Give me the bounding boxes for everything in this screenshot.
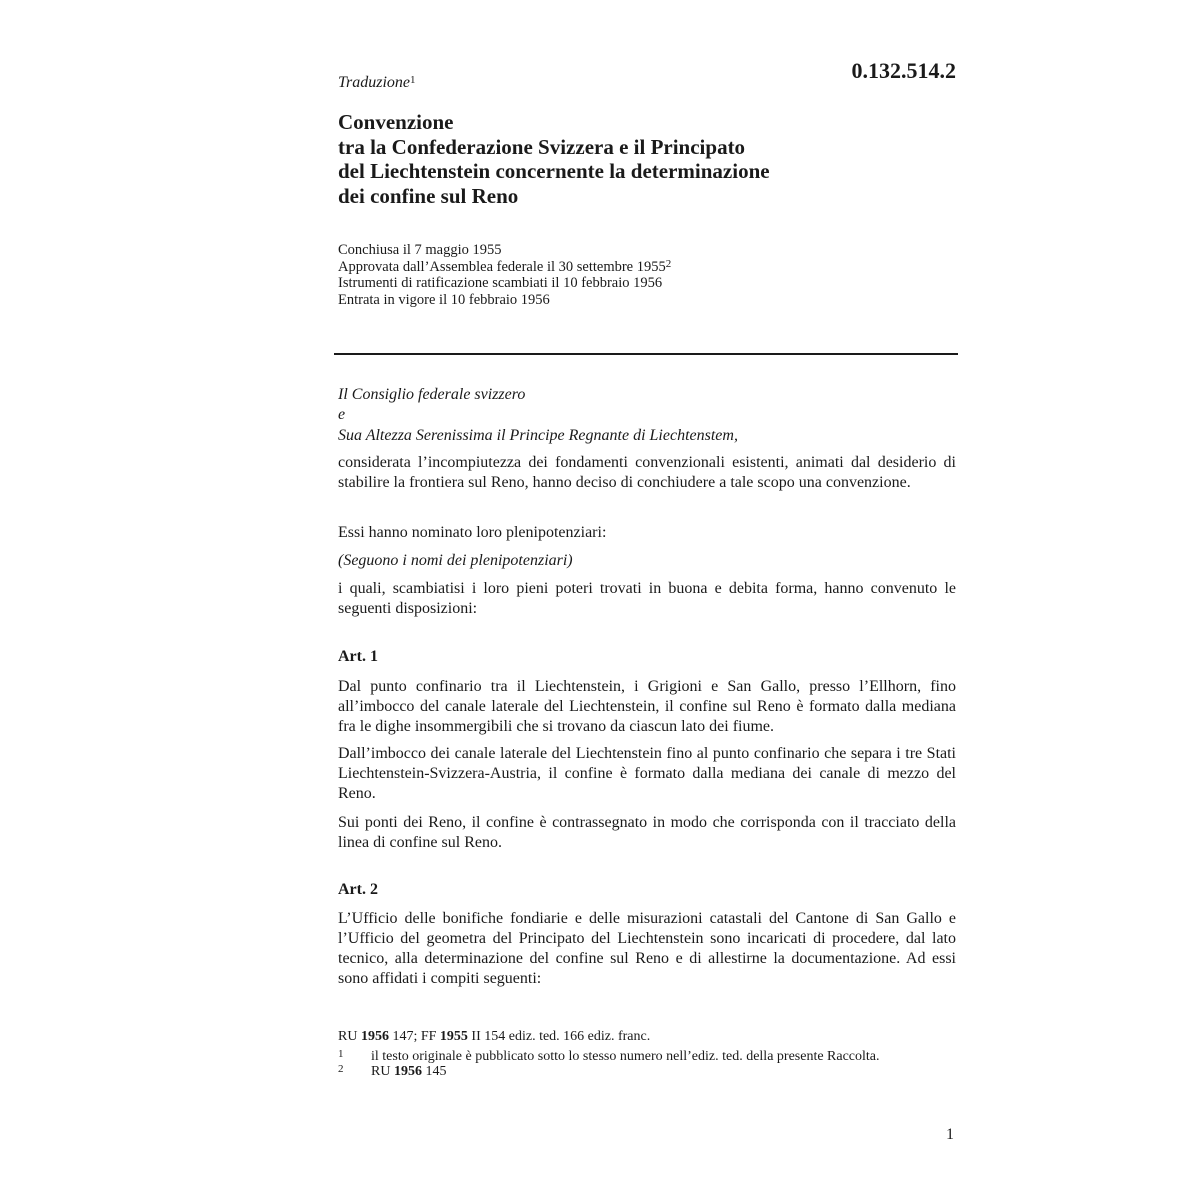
source-ff-rest: II 154 ediz. ted. 166 ediz. franc. (471, 1029, 651, 1044)
preamble-conjunction: e (338, 406, 346, 423)
title-line: del Liechtenstein concernente la determinazione (338, 159, 770, 183)
page-number: 1 (946, 1126, 954, 1143)
header-divider (334, 353, 958, 355)
title-line: tra la Confederazione Svizzera e il Principato (338, 134, 746, 159)
preamble-party-1: Il Consiglio federale svizzero (338, 386, 526, 403)
source-ru-page: 147; FF (392, 1029, 437, 1044)
preamble-agreed: i quali, scambiatisi i loro pieni poteri trovati in buona e debita forma, hanno convenuto le seguenti disposizioni: (338, 580, 956, 617)
preamble-party-2: Sua Altezza Serenissima il Principe Regnante di Liechtenstem, (338, 427, 738, 444)
article-1-paragraph: Sui ponti dei Reno, il confine è contrassegnato in modo che corrisponda con il tracciato della linea di confine sul Reno. (338, 814, 956, 851)
preamble-names-note: (Seguono i nomi dei plenipotenziari) (338, 552, 573, 569)
source-ru-year: 1956 (360, 1029, 389, 1044)
title-line: dei confine sul Reno (338, 183, 519, 208)
footnotes (338, 1029, 938, 1080)
title-line: Convenzione (338, 110, 454, 134)
article-1-paragraph: Dal punto confinario tra il Liechtenstein, i Grigioni e San Gallo, presso l’Ellhorn, fino all’imbocco del canale laterale del Liechtenstein, il confine sul Reno è formato dalla mediana fra le dighe insommergibili che si trovano da ciascun lato dei fiume. (338, 678, 956, 735)
article-1-paragraph: Dall’imbocco dei canale laterale del Liechtenstein fino al punto confinario che separa i tre Stati Liechtenstein-Svizzera-Austria, il confine è formato dalla mediana dei canale di mezzo del Reno. (338, 745, 956, 802)
preamble-plenipotentiaries: Essi hanno nominato loro plenipotenziari: (338, 524, 607, 541)
footnote-number: 1 (338, 1047, 344, 1060)
date-in-force: Entrata in vigore il 10 febbraio 1956 (338, 291, 550, 308)
article-1-heading: Art. 1 (338, 648, 378, 665)
preamble-considering: considerata l’incompiutezza dei fondamenti convenzionali esistenti, animati dal desiderio di stabilire la frontiera sul Reno, hanno deciso di conchiudere a tale scopo una convenzione. (338, 454, 956, 491)
date-approved (338, 259, 938, 276)
article-2-heading: Art. 2 (338, 881, 378, 898)
source-reference (338, 1029, 938, 1045)
footnote-2 (338, 1064, 938, 1080)
article-2-paragraph: L’Ufficio delle bonifiche fondiarie e delle misurazioni catastali del Cantone di San Gallo e l’Ufficio del geometra del Principato del Liechtenstein sono incaricati di procedere, dal lato tecnico, alla determinazione del confine sul Reno e di allestirne la documentazione. Ad essi sono affidati i compiti seguenti: (338, 910, 956, 987)
sr-number: 0.132.514.2 (851, 58, 956, 83)
date-approved-text: Approvata dall’Assemblea federale il 30 settembre 1955 (338, 258, 666, 275)
footnote-text: il testo originale è pubblicato sotto lo stesso numero nell’ediz. ted. della presente Raccolta. (371, 1048, 880, 1064)
date-concluded: Conchiusa il 7 maggio 1955 (338, 242, 502, 258)
footnote-1 (338, 1049, 938, 1065)
footnote-2-prefix: RU (371, 1064, 391, 1079)
translation-label (338, 74, 416, 92)
footnote-number: 2 (338, 1063, 344, 1075)
footnote-text (371, 1064, 938, 1080)
source-ru-prefix: RU (338, 1029, 358, 1044)
source-ff-year: 1955 (439, 1029, 468, 1044)
translation-label-text: Traduzione (338, 74, 411, 91)
document-title (338, 110, 938, 208)
dates-block (338, 242, 938, 308)
date-ratification: Istrumenti di ratificazione scambiati il 10 febbraio 1956 (338, 275, 663, 291)
footnote-2-page: 145 (425, 1064, 447, 1079)
footnote-2-year: 1956 (393, 1064, 422, 1079)
footnote-ref-2[interactable]: 2 (665, 257, 672, 270)
footnote-ref-1[interactable]: 1 (410, 74, 416, 86)
